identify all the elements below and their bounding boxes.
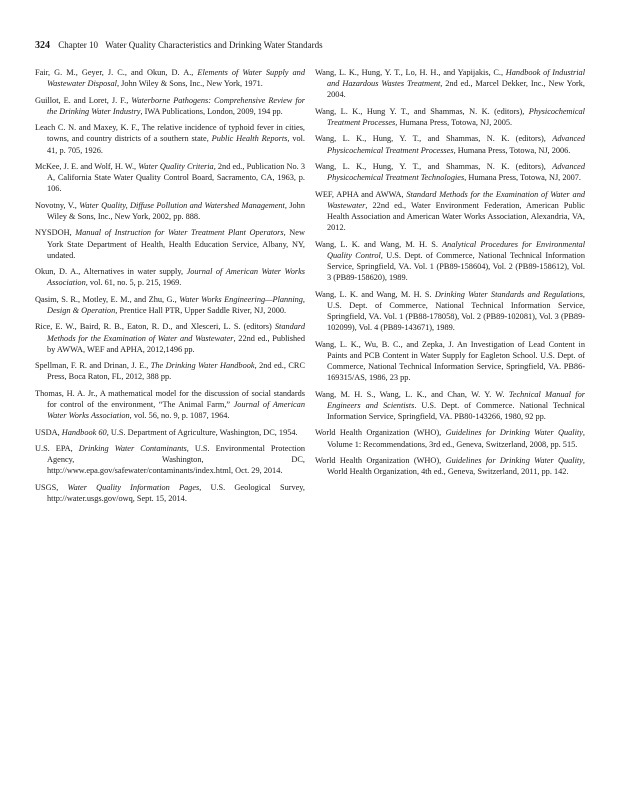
reference-details: , 2nd ed., Publication No. 3 A, California State Water Quality Control Board, Sacramento, CA, 1963, p. 106.: [47, 161, 305, 194]
reference-entry: [315, 239, 585, 284]
reference-text: Qasim, S. R., Motley, E. M., and Zhu, G.,: [35, 294, 180, 304]
reference-entry: [35, 443, 305, 477]
reference-details: , 2nd ed., CRC Press, Boca Raton, FL, 2012, 388 pp.: [47, 361, 305, 382]
reference-title: Handbook of Industrial and Hazardous Wastes Treatment: [327, 68, 586, 89]
reference-title: Technical Manual for Engineers and Scientists: [327, 389, 585, 410]
reference-text: WEF, APHA and AWWA,: [315, 189, 407, 199]
reference-text: World Health Organization (WHO),: [315, 455, 446, 465]
reference-entry: [35, 427, 305, 438]
reference-entry: [35, 95, 305, 117]
reference-text: Wang, L. K., Hung Y. T., and Shammas, N. K. (editors),: [315, 106, 529, 116]
reference-details: , U.S. Dept. of Commerce, National Technical Information Service, Springfield, VA. Vol. 1 (PB88-178058), Vol. 2 (PB89-102081), Vol. 3 (PB89-102099), Vol. 4 (PB89-143671), 1989.: [327, 289, 585, 333]
reference-text: Leach C. N. and Maxey, K. F., The relative incidence of typhoid fever in cities, towns, and country districts of a southern state,: [35, 123, 305, 144]
reference-entry: [35, 294, 305, 316]
reference-entry: [315, 67, 585, 101]
reference-title: Water Quality, Diffuse Pollution and Watershed Management: [79, 200, 285, 210]
reference-entry: [315, 389, 585, 423]
reference-title: Drinking Water Contaminants: [78, 443, 187, 453]
reference-details: . U.S. Dept. of Commerce. National Technical Information Service, Springfield, VA. PB80-143266, 1980, 92 pp.: [327, 400, 585, 421]
reference-details: , Humana Press, Totowa, NJ, 2007.: [464, 173, 581, 183]
reference-details: , Humana Press, Totowa, NJ, 2005.: [395, 118, 513, 127]
reference-entry: [35, 122, 305, 156]
running-header: [35, 40, 323, 51]
reference-entry: [35, 227, 305, 261]
reference-entry: [315, 455, 585, 477]
reference-title: Public Health Reports: [211, 134, 288, 144]
reference-title: Water Quality Criteria: [138, 161, 214, 171]
reference-entry: [315, 133, 585, 155]
reference-title: Elements of Water Supply and Wastewater Disposal: [47, 68, 305, 89]
reference-details: , IWA Publications, London, 2009, 194 pp.: [140, 106, 283, 116]
reference-text: Wang, L. K. and Wang, M. H. S.: [315, 239, 443, 249]
reference-text: USDA,: [35, 427, 62, 437]
reference-details: , vol. 41, p. 705, 1926.: [47, 134, 305, 155]
reference-title: Advanced Physicochemical Treatment Processes: [327, 134, 585, 155]
reference-text: U.S. EPA,: [35, 443, 79, 453]
reference-text: Wang, L. K., Wu, B. C., and Zepka, J. An Investigation of Lead Content in Paints and PCB Content in Water Supply for Eagleton School. U.S. Dept. of Commerce, National Technical Information Service, Springfield, VA. PB86-169315/AS, 1986, 23 pp.: [315, 339, 585, 383]
reference-entry: [35, 360, 305, 382]
reference-entry: [315, 339, 585, 384]
reference-details: , John Wiley & Sons, Inc., New York, 2002, pp. 888.: [47, 200, 305, 221]
reference-text: Okun, D. A., Alternatives in water supply,: [35, 267, 187, 277]
reference-entry: [315, 289, 585, 334]
reference-details: , New York State Department of Health, Health Education Service, Albany, NY, undated.: [47, 228, 305, 260]
reference-text: World Health Organization (WHO),: [315, 428, 446, 438]
reference-text: Fair, G. M., Geyer, J. C., and Okun, D. A.,: [35, 68, 198, 77]
reference-title: Journal of American Water Works Association: [47, 267, 305, 288]
reference-details: , Prentice Hall PTR, Upper Saddle River, NJ, 2000.: [115, 305, 287, 315]
reference-text: Spellman, F. R. and Drinan, J. E.,: [35, 361, 151, 371]
reference-text: NYSDOH,: [35, 228, 76, 238]
references-right-column: [315, 67, 585, 483]
reference-title: Handbook 60: [61, 427, 107, 437]
reference-text: Guillot, E. and Loret, J. F.,: [35, 95, 132, 105]
reference-entry: [35, 321, 305, 355]
reference-title: The Drinking Water Handbook: [150, 361, 255, 371]
reference-text: Thomas, H. A. Jr., A mathematical model for the discussion of social standards for control of the environment, “The Animal Farm,”: [35, 388, 305, 409]
reference-details: , World Health Organization, 4th ed., Geneva, Switzerland, 2011, pp. 142.: [327, 455, 585, 477]
reference-title: Water Quality Information Pages: [67, 482, 200, 492]
reference-text: Rice, E. W., Baird, R. B., Eaton, R. D., and Xlesceri, L. S. (editors): [35, 322, 275, 332]
reference-title: Guidelines for Drinking Water Quality: [445, 455, 583, 465]
reference-title: Guidelines for Drinking Water Quality: [445, 428, 583, 438]
reference-title: Physicochemical Treatment Processes: [327, 106, 585, 127]
reference-entry: [315, 189, 585, 234]
references-left-column: [35, 67, 305, 509]
chapter-title: Water Quality Characteristics and Drinking Water Standards: [105, 40, 323, 50]
reference-title: Advanced Physicochemical Treatment Technologies: [327, 161, 585, 183]
reference-text: USGS,: [35, 482, 68, 492]
reference-details: , U.S. Department of Agriculture, Washington, DC, 1954.: [106, 427, 298, 437]
reference-entry: [35, 67, 305, 89]
reference-details: , vol. 56, no. 9, p. 1087, 1964.: [129, 411, 230, 421]
reference-details: , U.S. Dept. of Commerce, National Technical Information Service, Springfield, VA. Vol. 1 (PB89-158604), Vol. 2 (PB89-158612), Vol. 3 (PB89-158620), 1989.: [327, 250, 585, 283]
reference-entry: [315, 427, 585, 449]
reference-entry: [35, 482, 305, 504]
reference-details: , Volume 1: Recommendations, 3rd ed., Geneva, Switzerland, 2008, pp. 515.: [327, 428, 585, 449]
reference-details: , John Wiley & Sons, Inc., New York, 1971.: [117, 79, 263, 89]
reference-text: Wang, M. H. S., Wang, L. K., and Chan, W. Y. W.: [315, 389, 509, 399]
reference-details: , vol. 61, no. 5, p. 215, 1969.: [85, 278, 182, 288]
reference-entry: [315, 106, 585, 128]
reference-title: Standard Methods for the Examination of Water and Wastewater: [47, 322, 305, 343]
reference-entry: [35, 200, 305, 222]
chapter-label: Chapter 10: [58, 40, 98, 50]
reference-entry: [35, 161, 305, 195]
reference-entry: [315, 161, 585, 183]
reference-title: Analytical Procedures for Environmental Quality Control: [327, 239, 585, 260]
reference-text: Wang, L. K., Hung, Y. T., Lo, H. H., and Yapijakis, C.,: [315, 68, 506, 77]
reference-title: Journal of American Water Works Association: [47, 399, 305, 421]
reference-details: , Humana Press, Totowa, NJ, 2006.: [453, 145, 571, 155]
reference-text: Wang, L. K., Hung, Y. T., and Shammas, N. K. (editors),: [315, 134, 553, 144]
reference-title: Drinking Water Standards and Regulations: [434, 289, 583, 299]
reference-entry: [35, 266, 305, 288]
reference-text: Novotny, V.,: [35, 200, 80, 210]
reference-title: Water Works Engineering—Planning, Design & Operation: [47, 294, 305, 315]
reference-details: , U.S. Geological Survey, http://water.usgs.gov/owq, Sept. 15, 2014.: [47, 482, 305, 503]
reference-title: Standard Methods for the Examination of Water and Wastewater: [327, 189, 585, 210]
page-number: 324: [35, 40, 50, 51]
reference-entry: [35, 388, 305, 422]
reference-text: Wang, L. K., Hung, Y. T., and Shammas, N. K. (editors),: [315, 161, 553, 171]
reference-title: Waterborne Pathogens: Comprehensive Review for the Drinking Water Industry: [47, 95, 305, 116]
reference-details: , 22nd ed., Water Environment Federation, American Public Health Association and American Water Works Association, Alexandria, VA, 2012.: [327, 200, 585, 233]
reference-details: , 22nd ed., Published by AWWA, WEF and APHA, 2012,1496 pp.: [47, 333, 305, 354]
reference-details: , U.S. Environmental Protection Agency, Washington, DC, http://www.epa.gov/safewater/contaminants/index.html, Oct. 29, 2014.: [47, 443, 305, 476]
reference-title: Manual of Instruction for Water Treatment Plant Operators: [75, 228, 284, 238]
reference-details: , 2nd ed., Marcel Dekker, Inc., New York, 2004.: [327, 79, 585, 100]
reference-text: McKee, J. E. and Wolf, H. W.,: [35, 161, 139, 171]
reference-text: Wang, L. K. and Wang, M. H. S.: [315, 289, 435, 299]
